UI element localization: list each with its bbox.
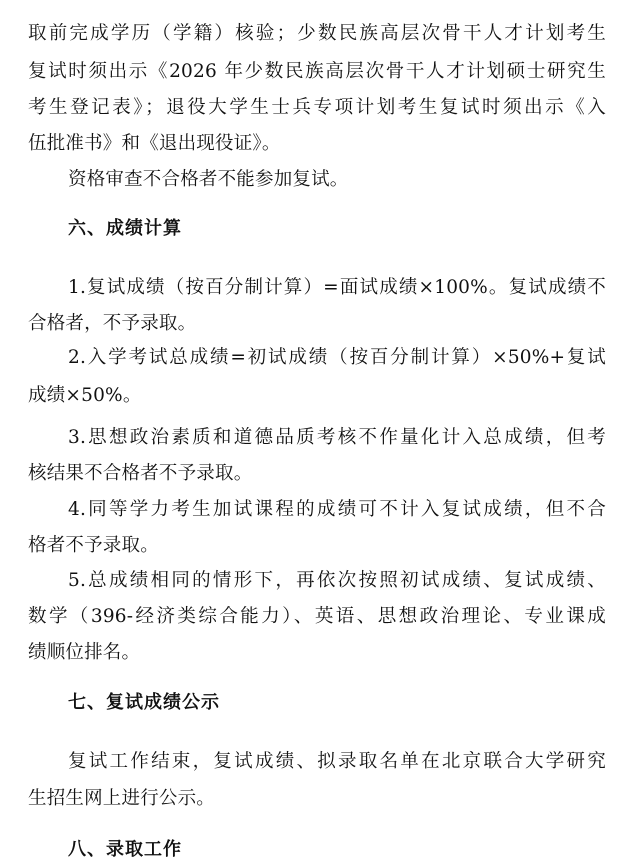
section-8-heading: 八、录取工作 [68, 839, 182, 860]
publicity-line-1: 复试工作结束，复试成绩、拟录取名单在北京联合大学研究 [68, 751, 606, 772]
intro-line-2: 复试时须出示《2026 年少数民族高层次骨干人才计划硕士研究生 [28, 61, 606, 82]
intro-line-1: 取前完成学历（学籍）核验；少数民族高层次骨干人才计划考生 [28, 23, 606, 44]
publicity-line-2: 生招生网上进行公示。 [28, 788, 216, 809]
item-2-line-2: 成绩×50%。 [28, 385, 142, 406]
item-5-line-2: 数学（396-经济类综合能力）、英语、思想政治理论、专业课成 [28, 606, 606, 627]
item-2-line-1: 2.入学考试总成绩=初试成绩（按百分制计算）×50%+复试 [68, 347, 606, 368]
item-1-line-2: 合格者，不予录取。 [28, 313, 197, 334]
section-6-heading: 六、成绩计算 [68, 218, 182, 239]
item-4-line-1: 4.同等学力考生加试课程的成绩可不计入复试成绩，但不合 [68, 499, 606, 520]
item-5-line-1: 5.总成绩相同的情形下，再依次按照初试成绩、复试成绩、 [68, 570, 606, 591]
item-1-line-1: 1.复试成绩（按百分制计算）=面试成绩×100%。复试成绩不 [68, 277, 606, 298]
section-7-heading: 七、复试成绩公示 [68, 692, 220, 713]
item-4-line-2: 格者不予录取。 [28, 535, 159, 556]
intro-line-5: 资格审查不合格者不能参加复试。 [68, 169, 349, 190]
item-5-line-3: 绩顺位排名。 [28, 642, 141, 663]
intro-line-4: 伍批准书》和《退出现役证》。 [28, 133, 281, 154]
intro-line-3: 考生登记表》；退役大学生士兵专项计划考生复试时须出示《入 [28, 97, 606, 118]
item-3-line-1: 3.思想政治素质和道德品质考核不作量化计入总成绩，但考 [68, 427, 606, 448]
item-3-line-2: 核结果不合格者不予录取。 [28, 463, 253, 484]
